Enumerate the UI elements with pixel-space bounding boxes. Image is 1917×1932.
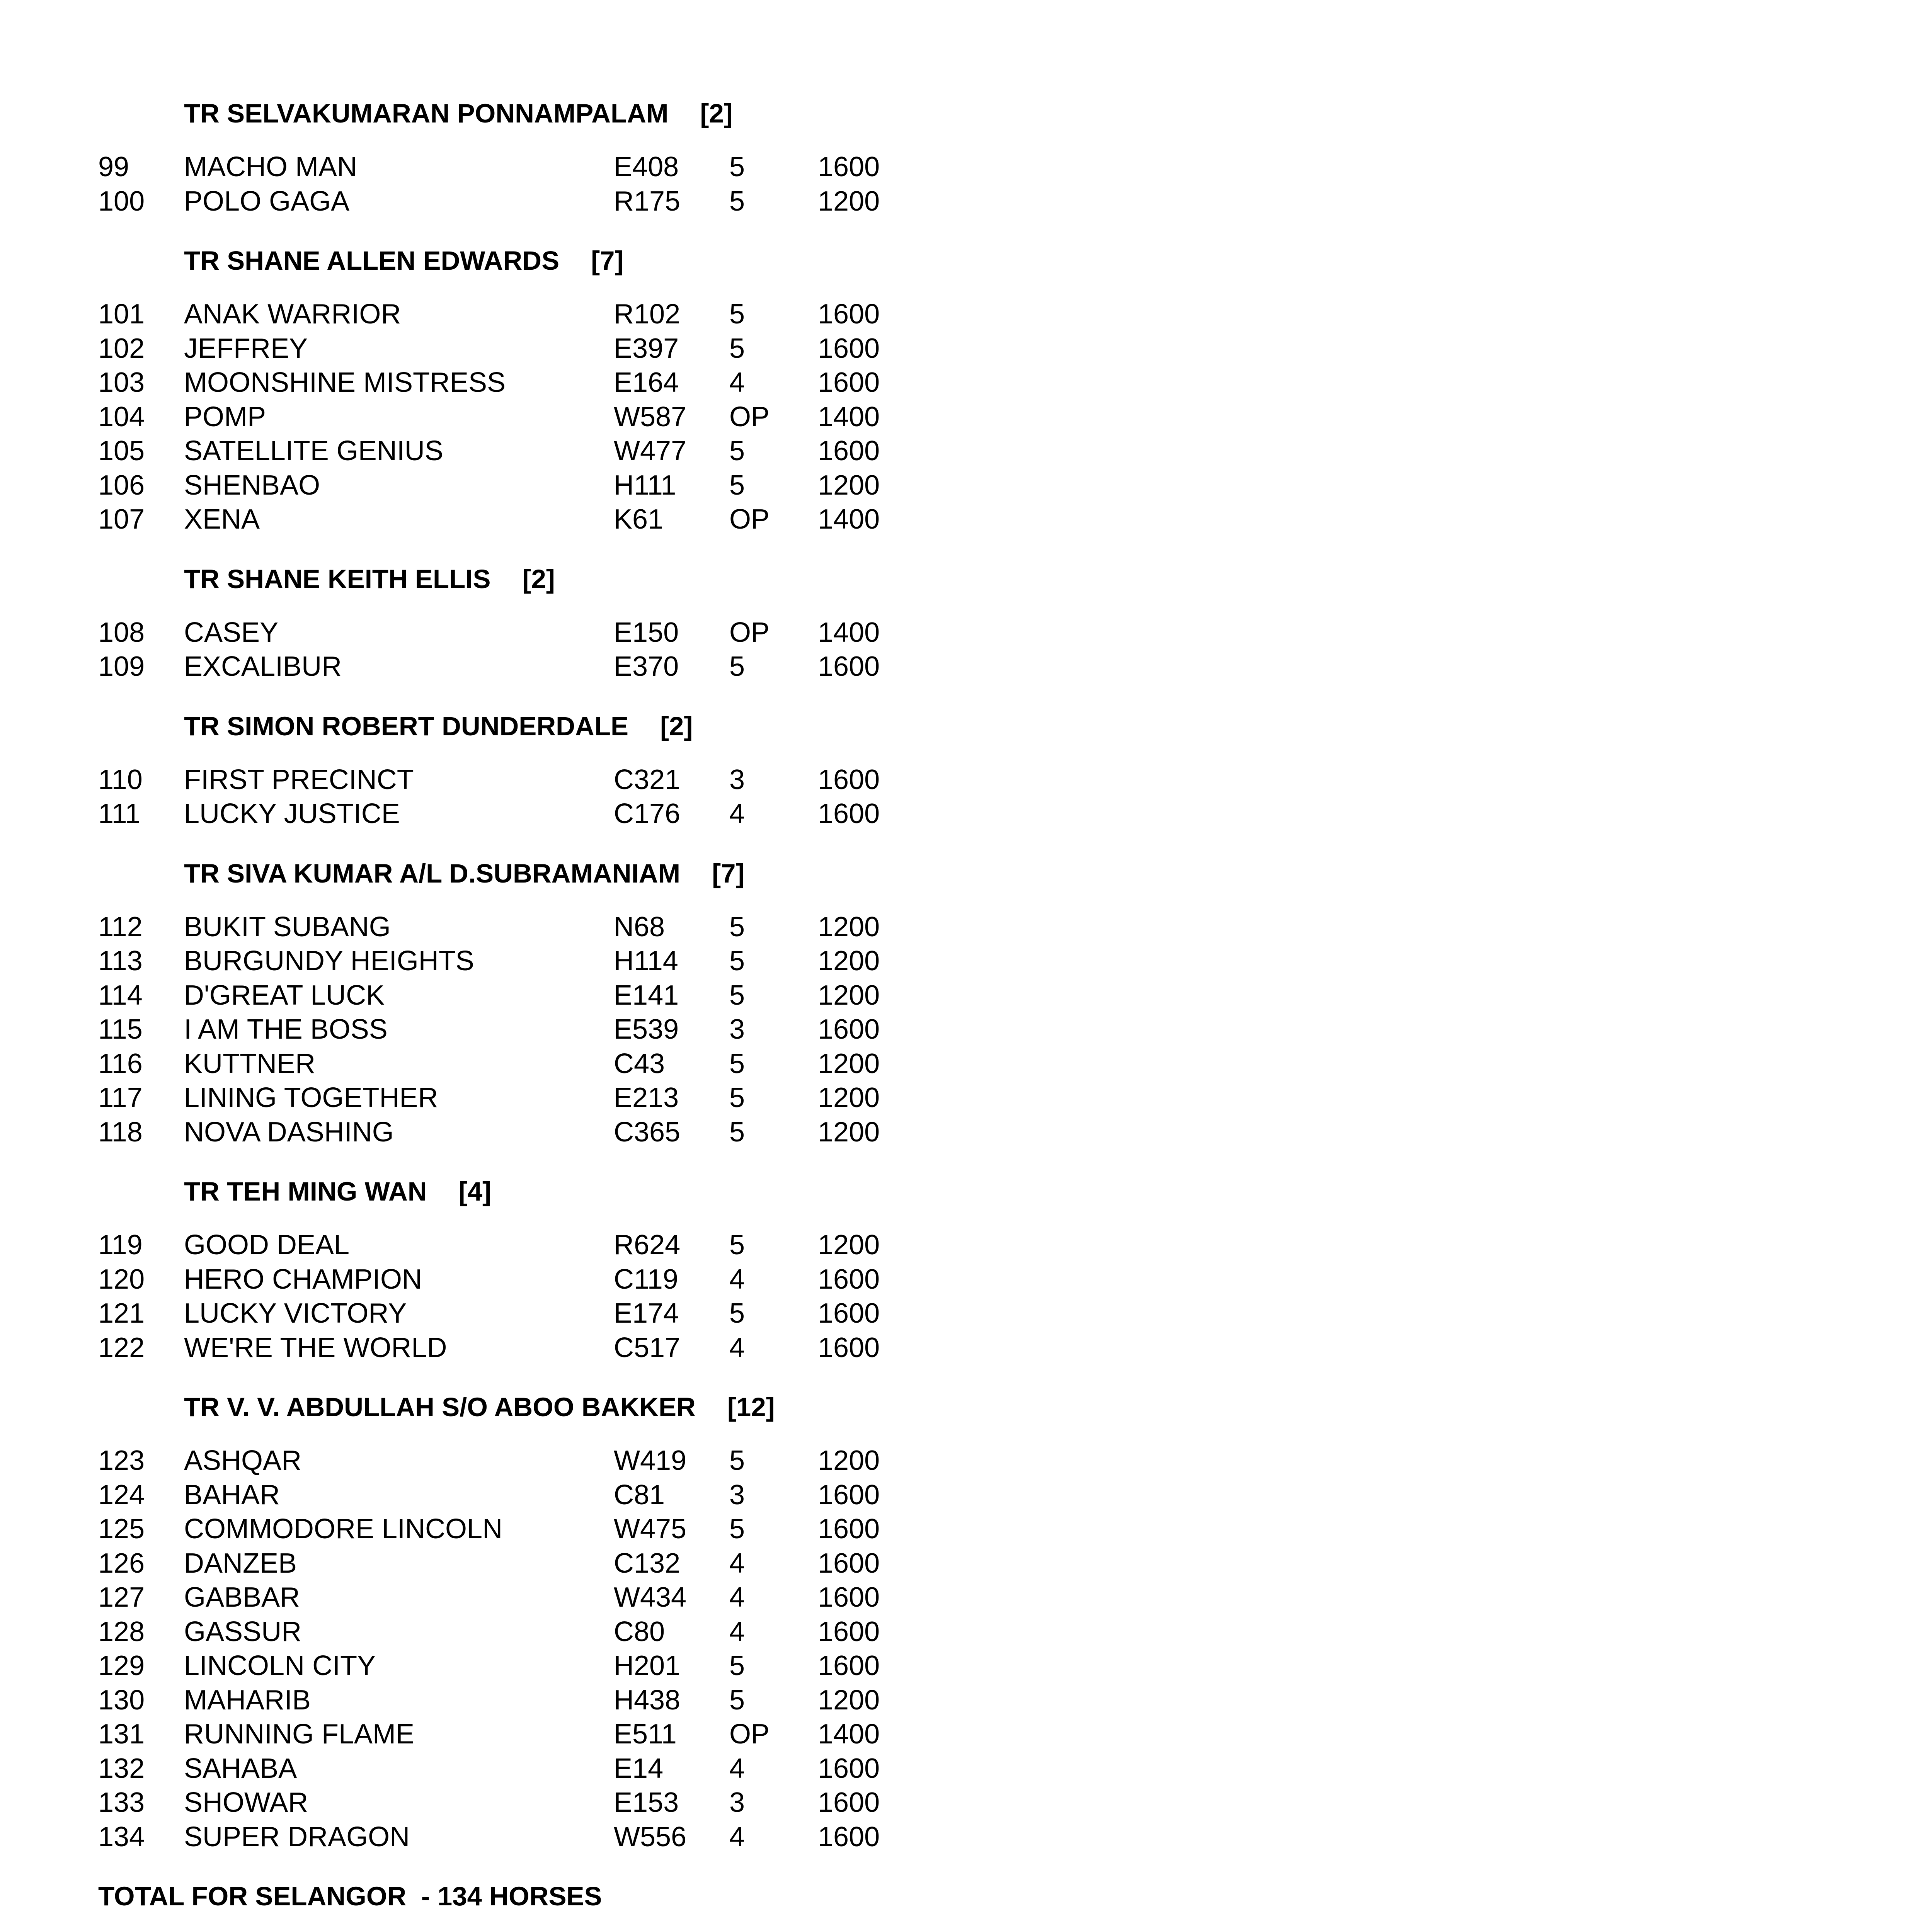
- horse-number: 109: [98, 651, 145, 682]
- horse-number: 129: [98, 1650, 145, 1681]
- horse-code: E408: [614, 151, 679, 182]
- trainer-name: TR TEH MING WAN: [184, 1177, 427, 1206]
- horse-name: SAHABA: [184, 1753, 297, 1784]
- horse-row: [98, 297, 948, 332]
- horse-number: 128: [98, 1616, 145, 1647]
- horse-distance: 1400: [818, 617, 880, 648]
- horse-row: [98, 650, 948, 684]
- horse-code: E370: [614, 651, 679, 682]
- horse-name: LINING TOGETHER: [184, 1082, 438, 1113]
- horse-row: [98, 468, 948, 503]
- horse-list: [98, 1444, 948, 1854]
- horse-number: 114: [98, 980, 143, 1011]
- horse-row: [98, 184, 948, 219]
- horse-name: LUCKY JUSTICE: [184, 798, 400, 829]
- horse-row: [98, 1296, 948, 1331]
- horse-row: [98, 616, 948, 650]
- horse-name: D'GREAT LUCK: [184, 980, 385, 1011]
- horse-name: POMP: [184, 401, 266, 432]
- horse-grade: 3: [729, 1787, 745, 1818]
- horse-name: RUNNING FLAME: [184, 1719, 415, 1750]
- horse-number: 107: [98, 504, 145, 535]
- horse-distance: 1600: [818, 1264, 880, 1295]
- horse-number: 121: [98, 1298, 145, 1329]
- trainer-horse-count: [7]: [591, 246, 624, 276]
- horse-code: W556: [614, 1821, 687, 1852]
- horse-name: SUPER DRAGON: [184, 1821, 410, 1852]
- trainer-horse-count: [2]: [522, 564, 555, 594]
- horse-grade: 5: [729, 1082, 745, 1113]
- horse-distance: 1600: [818, 435, 880, 466]
- horse-name: MOONSHINE MISTRESS: [184, 367, 506, 398]
- horse-name: NOVA DASHING: [184, 1116, 394, 1148]
- horse-list: [98, 297, 948, 537]
- horse-code: H438: [614, 1684, 681, 1716]
- horse-number: 123: [98, 1445, 145, 1476]
- horse-distance: 1400: [818, 401, 880, 432]
- horse-distance: 1200: [818, 980, 880, 1011]
- horse-number: 104: [98, 401, 145, 432]
- horse-number: 131: [98, 1719, 145, 1750]
- horse-grade: 5: [729, 469, 745, 501]
- horse-distance: 1200: [818, 1684, 880, 1716]
- horse-row: [98, 1683, 948, 1718]
- horse-name: KUTTNER: [184, 1048, 315, 1079]
- horse-distance: 1600: [818, 299, 880, 330]
- horse-grade: 3: [729, 764, 745, 795]
- horse-row: [98, 1786, 948, 1820]
- horse-grade: 3: [729, 1014, 745, 1045]
- horse-code: E150: [614, 617, 679, 648]
- horse-distance: 1200: [818, 1230, 880, 1260]
- trainer-heading: [98, 709, 948, 743]
- horse-row: [98, 1615, 948, 1649]
- horse-grade: 5: [729, 1116, 745, 1148]
- horse-grade: 3: [729, 1479, 745, 1510]
- horse-code: C176: [614, 798, 681, 829]
- horse-name: GOOD DEAL: [184, 1230, 350, 1260]
- horse-name: XENA: [184, 504, 260, 535]
- horse-grade: OP: [729, 504, 770, 535]
- horse-number: 119: [98, 1230, 143, 1260]
- horse-distance: 1200: [818, 1116, 880, 1148]
- horse-code: K61: [614, 504, 664, 535]
- horse-name: FIRST PRECINCT: [184, 764, 414, 795]
- horse-number: 126: [98, 1548, 145, 1579]
- horse-number: 130: [98, 1684, 145, 1716]
- horse-row: [98, 1478, 948, 1512]
- horse-row: [98, 1262, 948, 1297]
- horse-name: I AM THE BOSS: [184, 1014, 388, 1045]
- trainer-heading: [98, 562, 948, 596]
- horse-number: 122: [98, 1332, 145, 1363]
- horse-number: 103: [98, 367, 145, 398]
- horse-code: E511: [614, 1719, 677, 1750]
- horse-code: W477: [614, 435, 687, 466]
- horse-row: [98, 1444, 948, 1478]
- horse-name: HERO CHAMPION: [184, 1264, 422, 1295]
- horse-grade: 5: [729, 333, 745, 364]
- trainer-name: TR SHANE ALLEN EDWARDS: [184, 246, 560, 276]
- horse-grade: 5: [729, 651, 745, 682]
- trainer-name: TR SIMON ROBERT DUNDERDALE: [184, 711, 628, 741]
- horse-row: [98, 1580, 948, 1615]
- horse-code: W475: [614, 1514, 687, 1544]
- trainer-horse-count: [4]: [458, 1177, 491, 1206]
- horse-name: EXCALIBUR: [184, 651, 342, 682]
- horse-code: E539: [614, 1014, 679, 1045]
- horse-number: 101: [98, 299, 145, 330]
- horse-name: BAHAR: [184, 1479, 280, 1510]
- horse-name: LUCKY VICTORY: [184, 1298, 407, 1329]
- horse-grade: 4: [729, 1548, 745, 1579]
- horse-number: 115: [98, 1014, 143, 1045]
- horse-number: 134: [98, 1821, 145, 1852]
- horse-grade: 5: [729, 435, 745, 466]
- trainer-heading: [98, 244, 948, 278]
- horse-distance: 1400: [818, 1719, 880, 1750]
- horse-row: [98, 1752, 948, 1786]
- horse-distance: 1600: [818, 1582, 880, 1613]
- horse-number: 133: [98, 1787, 145, 1818]
- horse-list: [98, 763, 948, 831]
- horse-code: H114: [614, 946, 678, 976]
- trainer-name: TR V. V. ABDULLAH S/O ABOO BAKKER: [184, 1392, 696, 1422]
- horse-code: C132: [614, 1548, 681, 1579]
- horse-grade: 5: [729, 299, 745, 330]
- horse-row: [98, 1820, 948, 1854]
- trainer-horse-count: [2]: [660, 711, 693, 741]
- horse-row: [98, 434, 948, 468]
- total-line: TOTAL FOR SELANGOR - 134 HORSES: [98, 1881, 602, 1911]
- horse-grade: OP: [729, 401, 770, 432]
- horse-code: E14: [614, 1753, 664, 1784]
- horse-code: W419: [614, 1445, 687, 1476]
- horse-code: C517: [614, 1332, 681, 1363]
- trainer-list: [98, 97, 948, 1854]
- horse-number: 120: [98, 1264, 145, 1295]
- horse-list: [98, 910, 948, 1150]
- horse-distance: 1200: [818, 1082, 880, 1113]
- horse-distance: 1600: [818, 1332, 880, 1363]
- horse-grade: 5: [729, 1048, 745, 1079]
- horse-grade: 5: [729, 946, 745, 976]
- horse-grade: 5: [729, 1298, 745, 1329]
- horse-grade: 4: [729, 1332, 745, 1363]
- horse-number: 99: [98, 151, 129, 182]
- horse-name: BURGUNDY HEIGHTS: [184, 946, 474, 976]
- horse-distance: 1400: [818, 504, 880, 535]
- horse-distance: 1200: [818, 185, 880, 217]
- horse-code: E174: [614, 1298, 679, 1329]
- horse-code: H201: [614, 1650, 681, 1681]
- horse-row: [98, 1115, 948, 1150]
- horse-distance: 1600: [818, 367, 880, 398]
- horse-code: C321: [614, 764, 681, 795]
- trainer-name: TR SIVA KUMAR A/L D.SUBRAMANIAM: [184, 858, 681, 888]
- horse-number: 117: [98, 1082, 143, 1113]
- horse-grade: OP: [729, 617, 770, 648]
- horse-distance: 1200: [818, 946, 880, 976]
- horse-number: 110: [98, 764, 143, 795]
- horse-code: C81: [614, 1479, 665, 1510]
- trainer-horse-count: [2]: [700, 99, 733, 128]
- horse-row: [98, 1081, 948, 1115]
- horse-code: R624: [614, 1230, 681, 1260]
- horse-name: GASSUR: [184, 1616, 302, 1647]
- horse-number: 116: [98, 1048, 143, 1079]
- horse-row: [98, 1717, 948, 1752]
- trainer-heading: [98, 97, 948, 131]
- trainer-heading: [98, 857, 948, 891]
- horse-code: R102: [614, 299, 681, 330]
- horse-number: 112: [98, 911, 143, 942]
- horse-row: [98, 978, 948, 1013]
- horse-row: [98, 763, 948, 797]
- horse-code: W434: [614, 1582, 687, 1613]
- horse-distance: 1600: [818, 151, 880, 182]
- horse-distance: 1600: [818, 1753, 880, 1784]
- horse-distance: 1600: [818, 1298, 880, 1329]
- horse-code: N68: [614, 911, 665, 942]
- horse-name: SATELLITE GENIUS: [184, 435, 443, 466]
- horse-number: 124: [98, 1479, 145, 1510]
- horse-distance: 1600: [818, 1650, 880, 1681]
- horse-number: 125: [98, 1514, 145, 1544]
- horse-code: E153: [614, 1787, 679, 1818]
- horse-code: E397: [614, 333, 679, 364]
- horse-grade: 5: [729, 1514, 745, 1544]
- horse-number: 113: [98, 946, 143, 976]
- horse-grade: 4: [729, 1264, 745, 1295]
- horse-list: [98, 150, 948, 218]
- horse-number: 100: [98, 185, 145, 217]
- horse-code: C43: [614, 1048, 665, 1079]
- horse-name: MAHARIB: [184, 1684, 311, 1716]
- horse-distance: 1600: [818, 1548, 880, 1579]
- horse-name: SHOWAR: [184, 1787, 308, 1818]
- horse-row: [98, 332, 948, 366]
- horse-list: [98, 616, 948, 684]
- horse-name: MACHO MAN: [184, 151, 357, 182]
- horse-row: [98, 150, 948, 184]
- horse-name: COMMODORE LINCOLN: [184, 1514, 503, 1544]
- horse-distance: 1600: [818, 333, 880, 364]
- horse-distance: 1200: [818, 911, 880, 942]
- horse-grade: 5: [729, 911, 745, 942]
- horse-row: [98, 1228, 948, 1262]
- horse-grade: 4: [729, 1753, 745, 1784]
- horse-grade: 4: [729, 1616, 745, 1647]
- horse-grade: 4: [729, 1582, 745, 1613]
- trainer-horse-count: [12]: [727, 1392, 775, 1422]
- horse-code: C119: [614, 1264, 678, 1295]
- horse-name: CASEY: [184, 617, 279, 648]
- horse-row: [98, 944, 948, 978]
- horse-name: ANAK WARRIOR: [184, 299, 401, 330]
- horse-number: 106: [98, 469, 145, 501]
- trainer-name: TR SHANE KEITH ELLIS: [184, 564, 491, 594]
- horse-grade: 4: [729, 798, 745, 829]
- horse-distance: 1600: [818, 798, 880, 829]
- horse-row: [98, 1649, 948, 1683]
- horse-distance: 1600: [818, 651, 880, 682]
- horse-code: C365: [614, 1116, 681, 1148]
- horse-code: H111: [614, 469, 676, 501]
- horse-row: [98, 1047, 948, 1081]
- horse-number: 111: [98, 798, 141, 829]
- horse-distance: 1600: [818, 1479, 880, 1510]
- horse-distance: 1200: [818, 469, 880, 501]
- horse-code: E213: [614, 1082, 679, 1113]
- horse-row: [98, 1331, 948, 1365]
- horse-distance: 1600: [818, 1514, 880, 1544]
- horse-name: JEFFREY: [184, 333, 308, 364]
- horse-name: POLO GAGA: [184, 185, 350, 217]
- horse-name: GABBAR: [184, 1582, 300, 1613]
- horse-distance: 1600: [818, 1821, 880, 1852]
- horse-grade: 4: [729, 1821, 745, 1852]
- horse-distance: 1600: [818, 1616, 880, 1647]
- horse-name: BUKIT SUBANG: [184, 911, 391, 942]
- horse-distance: 1600: [818, 1787, 880, 1818]
- horse-distance: 1200: [818, 1445, 880, 1476]
- horse-code: R175: [614, 185, 681, 217]
- trainer-heading: [98, 1175, 948, 1209]
- trainer-name: TR SELVAKUMARAN PONNAMPALAM: [184, 99, 669, 128]
- horse-code: W587: [614, 401, 687, 432]
- horse-grade: 5: [729, 980, 745, 1011]
- horse-row: [98, 910, 948, 944]
- horse-number: 132: [98, 1753, 145, 1784]
- horse-grade: 5: [729, 185, 745, 217]
- horse-number: 105: [98, 435, 145, 466]
- horse-grade: 5: [729, 151, 745, 182]
- horse-code: E141: [614, 980, 679, 1011]
- horse-row: [98, 1012, 948, 1047]
- horse-name: ASHQAR: [184, 1445, 302, 1476]
- horse-row: [98, 797, 948, 831]
- horse-grade: 4: [729, 367, 745, 398]
- horse-number: 118: [98, 1116, 143, 1148]
- horse-code: C80: [614, 1616, 665, 1647]
- horse-list: [98, 1228, 948, 1365]
- horse-name: DANZEB: [184, 1548, 297, 1579]
- trainer-heading: [98, 1390, 948, 1424]
- horse-row: [98, 400, 948, 434]
- horse-grade: 5: [729, 1445, 745, 1476]
- horse-grade: 5: [729, 1230, 745, 1260]
- horse-distance: 1600: [818, 764, 880, 795]
- horse-number: 102: [98, 333, 145, 364]
- horse-row: [98, 1512, 948, 1546]
- horse-name: LINCOLN CITY: [184, 1650, 376, 1681]
- horse-name: SHENBAO: [184, 469, 320, 501]
- horse-number: 108: [98, 617, 145, 648]
- horse-name: WE'RE THE WORLD: [184, 1332, 447, 1363]
- horse-distance: 1600: [818, 1014, 880, 1045]
- horse-grade: 5: [729, 1650, 745, 1681]
- trainer-horse-count: [7]: [712, 858, 745, 888]
- horse-number: 127: [98, 1582, 145, 1613]
- horse-code: E164: [614, 367, 679, 398]
- horse-grade: OP: [729, 1719, 770, 1750]
- horse-distance: 1200: [818, 1048, 880, 1079]
- horse-row: [98, 502, 948, 537]
- document-page: [98, 97, 948, 1913]
- horse-grade: 5: [729, 1684, 745, 1716]
- horse-row: [98, 366, 948, 400]
- horse-row: [98, 1546, 948, 1581]
